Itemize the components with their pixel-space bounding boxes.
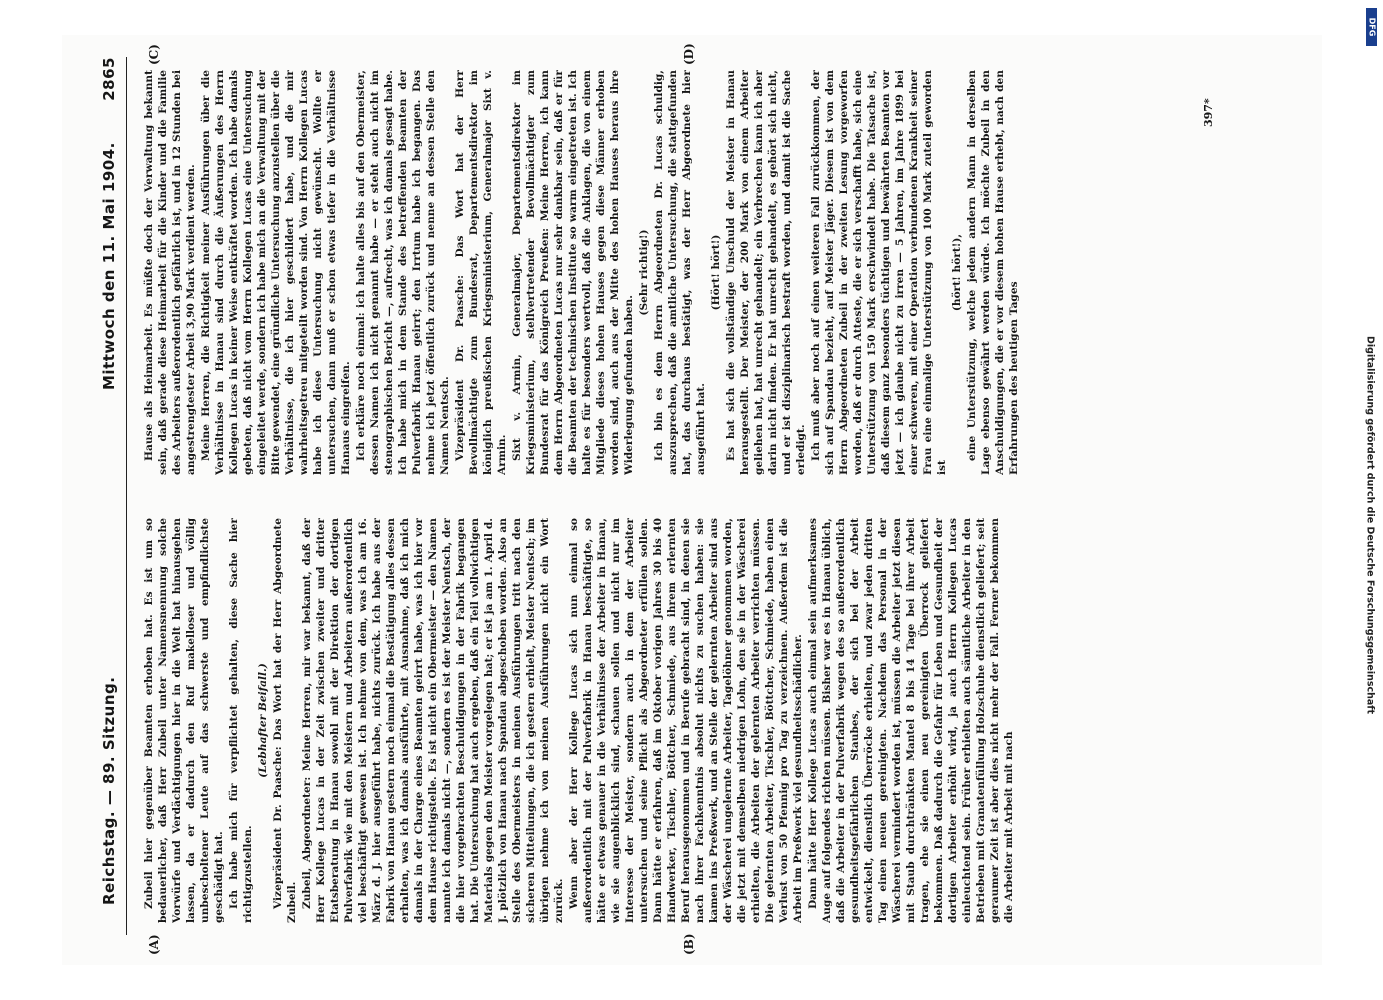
- left-column: [142, 518, 1292, 923]
- dfg-logo: [1366, 8, 1377, 46]
- paragraph: eine Unterstützung, welche jedem andern Mann in derselben Lage ebenso gewährt werden würde. Ich möchte Zubeil in den Anschuldigungen, die er vor diesem hohen Hause erhebt, nach den Erfahrungen des heutigen Tages: [965, 70, 1020, 475]
- page-header: [96, 57, 127, 935]
- paragraph: Wenn aber der Herr Kollege Lucas sich nun einmal so außerordentlich mit der Pulverfabrik in Hanau beschäftigte, so hätte er etwas genauer in die Verhältnisse der Arbeiter in Hanau, wie sie augenblicklich sind, schauen sollen und nicht nur im Interesse der Meister, sondern auch in dem der Arbeiter untersuchen und seine Pflicht als Abgeordneter erfüllen sollen. Dann hätte er erfahren, daß im Oktober vorigen Jahres 30 bis 40 Handwerker, Tischler, Böttcher, Schmiede, aus ihrem erlernten Beruf herausgenommen und in Berufe gebracht sind, in denen sie nach ihrer Fachkenntnis absolut nichts zu suchen haben: sie kamen ins Preßwerk, und an Stelle der gelernten Arbeiter sind aus der Wäscherei ungelernte Arbeiter, Tagelöhner genommen worden, die jetzt mit demselben niedrigen Lohn, den sie in der Wäscherei erhielten, die Arbeiten der gelernten Arbeiter verrichten müssen. Die gelernten Arbeiter, Tischler, Böttcher, Schmiede, haben einen Verlust von 50 Pfennig pro Tag zu verzeichnen. Außerdem ist die Arbeit im Preßwerk viel gesundheitsschädlicher.: [567, 518, 804, 923]
- paragraph: Ich muß aber noch auf einen weiteren Fall zurückkommen, der sich auf Spandau bezieht, auf Meister Jäger. Diesem ist von dem Herrn Abgeordneten Zubeil in der zweiten Lesung vorgeworfen worden, daß er durch Atteste, die er sich verschafft habe, sich eine Unterstützung von 150 Mark erschwindelt habe. Die Tatsache ist, daß diesem ganz besonders tüchtigen und bewährten Beamten vor jetzt — ich glaube nicht zu irren — 5 Jahren, im Jahre 1899 bei einer schweren, mit einer Operation verbundenen Krankheit seiner Frau eine einmalige Unterstützung von 100 Mark zuteil geworden ist: [809, 70, 948, 475]
- funding-credit-text: Digitalisierung gefördert durch die Deutsche Forschungsgemeinschaft: [1364, 336, 1376, 714]
- margin-marker-c: (C): [146, 44, 161, 65]
- interjection: (Sehr richtig!): [637, 229, 650, 316]
- sheet-reference: 397*: [1201, 98, 1215, 127]
- session-title: Reichstag. — 89. Sitzung.: [99, 676, 118, 905]
- margin-marker-d: (D): [681, 43, 696, 65]
- paragraph: Ich habe mich für verpflichtet gehalten, diese Sache hier richtigzustellen.: [227, 518, 254, 923]
- paragraph: Hause als Heimarbeit. Es müßte doch der Verwaltung bekannt sein, daß gerade diese Heimarbeit für die Kinder und die Familie des Arbeiters außerordentlich gefährlich ist, und in 12 Stunden bei angestrengtester Arbeit 3,90 Mark verdient werden.: [142, 70, 197, 475]
- interjection: (hört! hört!),: [950, 233, 963, 312]
- margin-marker-a: (A): [146, 934, 161, 955]
- applause-note: (Lebhafter Beifall.): [256, 663, 269, 778]
- right-column: [142, 70, 1292, 475]
- funding-credit: [1363, 55, 1377, 995]
- paragraph: Ich erkläre noch einmal: ich halte alles bis auf den Obermeister, dessen Namen ich nicht genannt habe — er steht auch nicht im stenographischen Bericht —, aufrecht, was ich damals gesagt habe. Ich habe mich in dem Stande des betreffenden Beamten der Pulverfabrik Hanau geirrt; den Irrtum habe ich begangen. Das nehme ich jetzt öffentlich zurück und nenne an dessen Stelle den Namen Nentsch.: [354, 70, 451, 475]
- dfg-logo-text: DFG: [1367, 17, 1376, 37]
- interjection: (Hört! hört!): [709, 234, 722, 311]
- paragraph: Zubeil, Abgeordneter: Meine Herren, mir war bekannt, daß der Herr Kollege Lucas in der Zeit zwischen zweiter und dritter Etatsberatung in Hanau sowohl mit der Direktion der dortigen Pulverfabrik wie mit den Meistern und Arbeitern außerordentlich viel beschäftigt gewesen ist. Ich nehme von dem, was ich am 16. März d. J. hier ausgeführt habe, nichts zurück. Ich habe aus der Fabrik von Hanau gestern noch einmal die Bestätigung alles dessen erhalten, was ich damals ausführte, mit Ausnahme, daß ich mich damals in der Charge eines Beamten geirrt habe, was ich hier vor dem Hause richtigstelle. Es ist nicht ein Obermeister — den Namen nannte ich damals nicht —, sondern es ist der Meister Nentsch, der die hier vorgebrachten Beschuldigungen in der Fabrik begangen hat. Die Untersuchung hat auch ergeben, daß ein Teil vollwichtigen Materials gegen den Meister vorgelegen hat; er ist ja am 1. April d. J. plötzlich von Hanau nach Spandau abgeschoben worden. Also an Stelle des Obermeisters in meinen Ausführungen tritt nach den sicheren Mitteilungen, die ich gestern erhielt, Meister Nentsch; im übrigen nehme ich von meinen Ausführungen nicht ein Wort zurück.: [300, 518, 565, 923]
- session-date: Mittwoch den 11. Mai 1904.: [99, 142, 118, 390]
- paragraph: Es hat sich die vollständige Unschuld der Meister in Hanau herausgestellt. Der Meister, der 200 Mark von einem Arbeiter geliehen hat, hat unrecht gehandelt; ein Verbrechen kann ich aber darin nicht finden. Er hat unrecht gehandelt, es gehört sich nicht, und er ist disziplinarisch bestraft worden, und damit ist die Sache erledigt.: [724, 70, 807, 475]
- margin-marker-b: (B): [681, 933, 696, 955]
- paragraph: Ich bin es dem Herrn Abgeordneten Dr. Lucas schuldig, auszusprechen, daß die amtliche Untersuchung, die stattgefunden hat, das durchaus bestätigt, was der Herr Abgeordnete hier ausgeführt hat.: [652, 70, 707, 475]
- paragraph: Vizepräsident Dr. Paasche: Das Wort hat der Herr Abgeordnete Zubeil.: [271, 518, 298, 923]
- paragraph: Sixt v. Armin, Generalmajor, Departementsdirektor im Kriegsministerium, stellvertretender Bevollmächtigter zum Bundesrat für das Königreich Preußen: Meine Herren, ich kann dem Herrn Abgeordneten Lucas nur sehr dankbar sein, daß er für die Beamten der technischen Institute so warm eingetreten ist. Ich halte es für besonders wertvoll, daß die Anklagen, die von einem Mitgliede dieses hohen Hauses gegen diese Männer erhoben worden sind, auch aus der Mitte des hohen Hauses heraus ihre Widerlegung gefunden haben.: [510, 70, 635, 475]
- paragraph: Meine Herren, die Richtigkeit meiner Ausführungen über die Verhältnisse in Hanau sind durch die Äußerungen des Herrn Kollegen Lucas in keiner Weise entkräftet worden. Ich habe damals gebeten, daß nicht vom Herrn Kollegen Lucas eine Untersuchung eingeleitet werde, sondern ich habe mich an die Verwaltung mit der Bitte gewendet, eine gründliche Untersuchung anzustellen über die Verhältnisse, die ich hier geschildert habe, und die mir wahrheitsgetreu mitgeteilt worden sind. Von Herrn Kollegen Lucas habe ich diese Untersuchung nicht gewünscht. Wollte er untersuchen, dann muß er schon etwas tiefer in die Verhältnisse Hanaus eingreifen.: [199, 70, 352, 475]
- paragraph: Vizepräsident Dr. Paasche: Das Wort hat der Herr Bevollmächtigte zum Bundesrat, Departementsdirektor im königlich preußischen Kriegsministerium, Generalmajor Sixt v. Armin.: [453, 70, 508, 475]
- scanned-page: [62, 35, 1322, 965]
- page-number: 2865: [99, 57, 118, 101]
- paragraph: Zubeil hier gegenüber Beamten erhoben hat. Es ist um so bedauerlicher, daß Herr Zubeil unter Namensnennung solche Vorwürfe und Verdächtigungen hier in die Welt hat hinausgehen lassen, da er dadurch den Ruf makelloser und völlig unbescholtener Leute auf das schwerste und empfindlichste geschädigt hat.: [142, 518, 225, 923]
- paragraph: Dann hätte Herr Kollege Lucas auch einmal sein aufmerksames Auge auf folgendes richten müssen. Bisher war es in Hanau üblich, daß die Arbeiter in der Pulverfabrik wegen des so außerordentlich gesundheitsgefährlichen Staubes, der sich bei der Arbeit entwickelt, dienstlich Überröcke erhielten, und zwar jeden dritten Tag einen neuen gereinigten. Nachdem das Personal in der Wäscherei vermindert worden ist, müssen die Arbeiter jetzt diesen mit Staub durchtränkten Mantel 8 bis 14 Tage bei ihrer Arbeit tragen, ehe sie einen neu gereinigten Überrock geliefert bekommen. Daß dadurch die Gefahr für Leben und Gesundheit der dortigen Arbeiter erhöht wird, ja auch Herrn Kollegen Lucas einleuchtend sein. Früher erhielten auch sämtliche Arbeiter in den Betrieben mit Granatenfüllung Holzschuhe dienstlich geliefert; seit geraumer Zeit ist aber dies nicht mehr der Fall. Ferner bekommen die Arbeiter mit Arbeit mit nach: [806, 518, 1015, 923]
